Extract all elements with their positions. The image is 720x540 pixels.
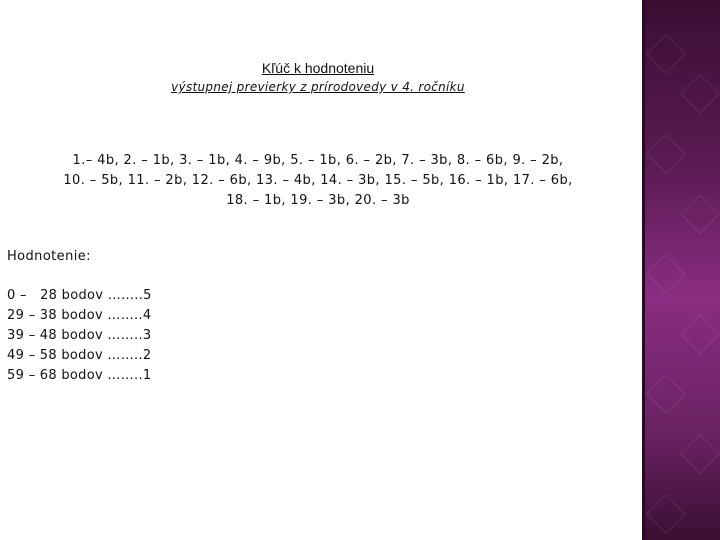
- grading-row: 49 – 58 bodov ……..2: [7, 348, 152, 363]
- decorative-diamond: [646, 134, 686, 174]
- decorative-diamond: [646, 254, 686, 294]
- answer-key-line: 18. – 1b, 19. – 3b, 20. – 3b: [226, 193, 410, 208]
- decorative-diamond: [680, 434, 720, 474]
- answer-key-line: 1.– 4b, 2. – 1b, 3. – 1b, 4. – 9b, 5. – 1b, 6. – 2b, 7. – 3b, 8. – 6b, 9. – 2b,: [72, 153, 564, 168]
- answer-key-line: 10. – 5b, 11. – 2b, 12. – 6b, 13. – 4b, 14. – 3b, 15. – 5b, 16. – 1b, 17. – 6b,: [63, 173, 573, 188]
- grading-row: 59 – 68 bodov ……..1: [7, 368, 152, 383]
- page-subtitle: výstupnej previerky z prírodovedy v 4. ročníku: [171, 80, 465, 94]
- decorative-diamond: [680, 74, 720, 114]
- decorative-diamond: [646, 494, 686, 534]
- decorative-diamond: [680, 194, 720, 234]
- grading-row: 29 – 38 bodov ……..4: [7, 308, 152, 323]
- decorative-diamond: [646, 34, 686, 74]
- grading-row: 39 – 48 bodov ……..3: [7, 328, 152, 343]
- grading-label: Hodnotenie:: [7, 249, 91, 264]
- answer-key: [20, 151, 616, 211]
- decorative-diamond: [646, 374, 686, 414]
- page-title: Kľúč k hodnoteniu: [261, 60, 375, 76]
- grading-table: [7, 286, 152, 386]
- panel-edge: [642, 0, 645, 540]
- grading-row: 0 – 28 bodov ……..5: [7, 288, 152, 303]
- decorative-diamond: [680, 314, 720, 354]
- decorative-side-panel: [642, 0, 720, 540]
